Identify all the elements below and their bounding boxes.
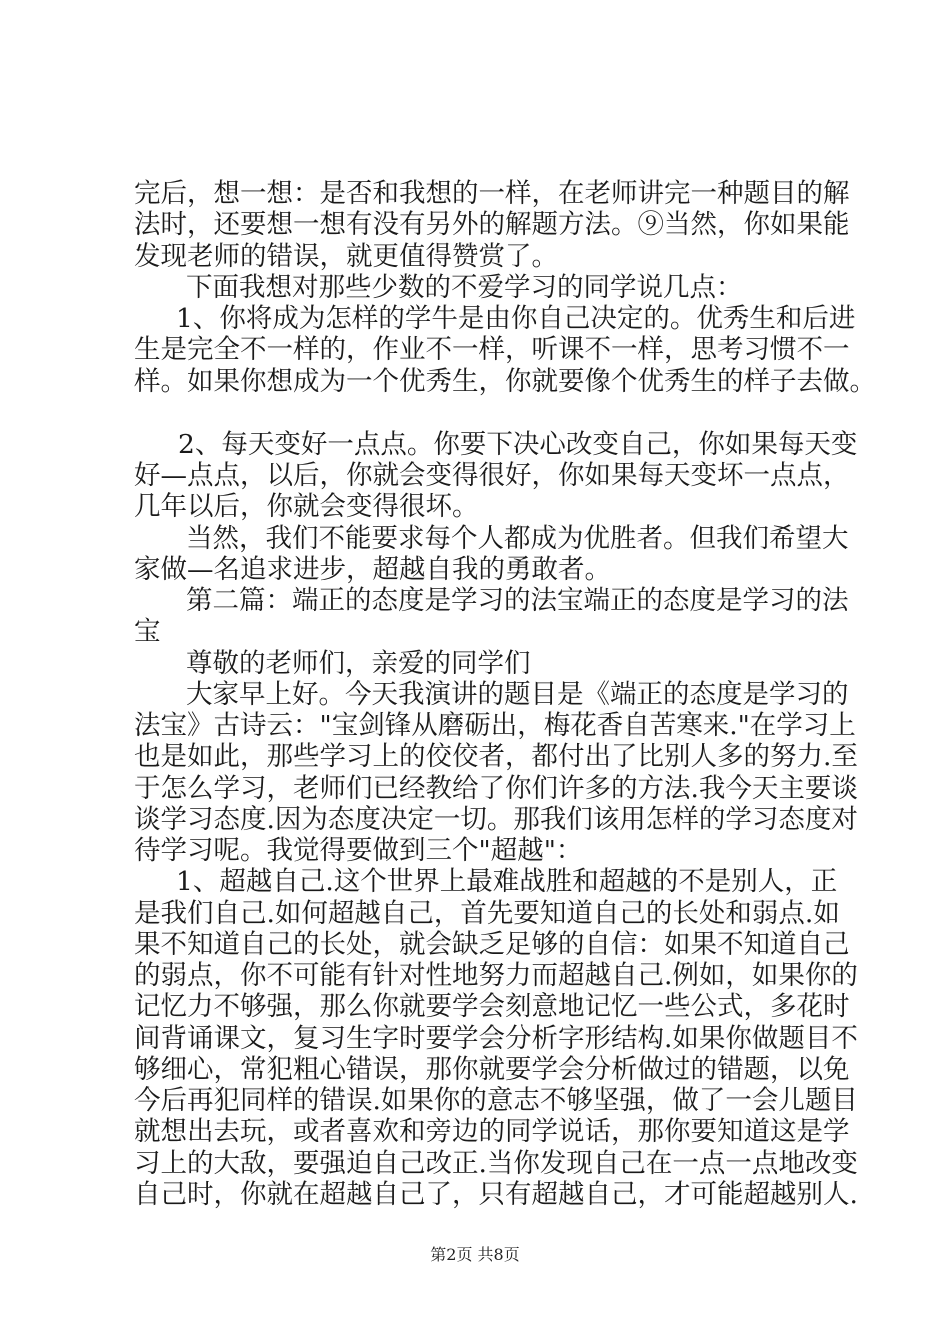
body-line: 就想出去玩，或者喜欢和旁边的同学说话，那你要知道这是学	[134, 1116, 850, 1147]
body-line: 于怎么学习，老师们已经教给了你们许多的方法.我今天主要谈	[134, 773, 858, 804]
body-line: 完后，想一想：是否和我想的一样，在老师讲完一种题目的解	[134, 178, 850, 209]
page-number-footer: 第2页 共8页	[430, 1245, 520, 1264]
body-line: 家做—名追求进步，超越自我的勇敢者。	[134, 554, 611, 585]
body-line: 生是完全不一样的，作业不一样，听课不一样，思考习惯不一	[134, 334, 850, 365]
body-line: 果不知道自己的长处，就会缺乏足够的自信：如果不知道自己	[134, 929, 850, 960]
body-line: 1、你将成为怎样的学牛是由你自己决定的。优秀生和后进	[176, 303, 856, 334]
body-line: 法时，还要想一想有没有另外的解题方法。⑨当然，你如果能	[134, 209, 850, 240]
body-line: 1、超越自己.这个世界上最难战胜和超越的不是别人，正	[176, 866, 838, 897]
body-line: 今后再犯同样的错误.如果你的意志不够坚强，做了一会儿题目	[134, 1085, 858, 1116]
body-line: 当然，我们不能要求每个人都成为优胜者。但我们希望大	[186, 523, 849, 554]
body-line: 待学习呢。我觉得要做到三个"超越"：	[134, 835, 583, 866]
body-line: 2、每天变好一点点。你要下决心改变自己，你如果每天变	[178, 429, 858, 460]
body-line: 记忆力不够强，那么你就要学会刻意地记忆一些公式，多花时	[134, 991, 850, 1022]
body-line: 谈学习态度.因为态度决定一切。那我们该用怎样的学习态度对	[134, 804, 858, 835]
body-line: 大家早上好。今天我演讲的题目是《端正的态度是学习的	[186, 679, 849, 710]
body-line: 自己时，你就在超越自己了，只有超越自己，才可能超越别人.	[134, 1179, 858, 1210]
body-line: 几年以后，你就会变得很坏。	[134, 491, 479, 522]
body-line: 下面我想对那些少数的不爱学习的同学说几点：	[186, 272, 743, 303]
body-line: 够细心，常犯粗心错误，那你就要学会分析做过的错题，以免	[134, 1054, 850, 1085]
body-line: 发现老师的错误，就更值得赞赏了。	[134, 241, 558, 272]
body-line: 法宝》古诗云："宝剑锋从磨砺出，梅花香自苦寒来."在学习上	[134, 710, 856, 741]
body-line: 的弱点，你不可能有针对性地努力而超越自己.例如，如果你的	[134, 960, 858, 991]
section-heading: 第二篇：端正的态度是学习的法宝端正的态度是学习的法	[186, 585, 849, 616]
body-line: 是我们自己.如何超越自己，首先要知道自己的长处和弱点.如	[134, 898, 840, 929]
body-line: 间背诵课文，复习生字时要学会分析字形结构.如果你做题目不	[134, 1023, 858, 1054]
section-heading: 宝	[134, 616, 161, 647]
body-line: 也是如此，那些学习上的佼佼者，都付出了比别人多的努力.至	[134, 741, 858, 772]
body-line: 样。如果你想成为一个优秀生，你就要像个优秀生的样子去做。	[134, 366, 876, 397]
greeting-line: 尊敬的老师们，亲爱的同学们	[186, 648, 531, 679]
body-line: 好—点点，以后，你就会变得很好，你如果每天变坏一点点，	[134, 460, 850, 491]
body-line: 习上的大敌，要强迫自己改正.当你发现自己在一点一点地改变	[134, 1148, 858, 1179]
